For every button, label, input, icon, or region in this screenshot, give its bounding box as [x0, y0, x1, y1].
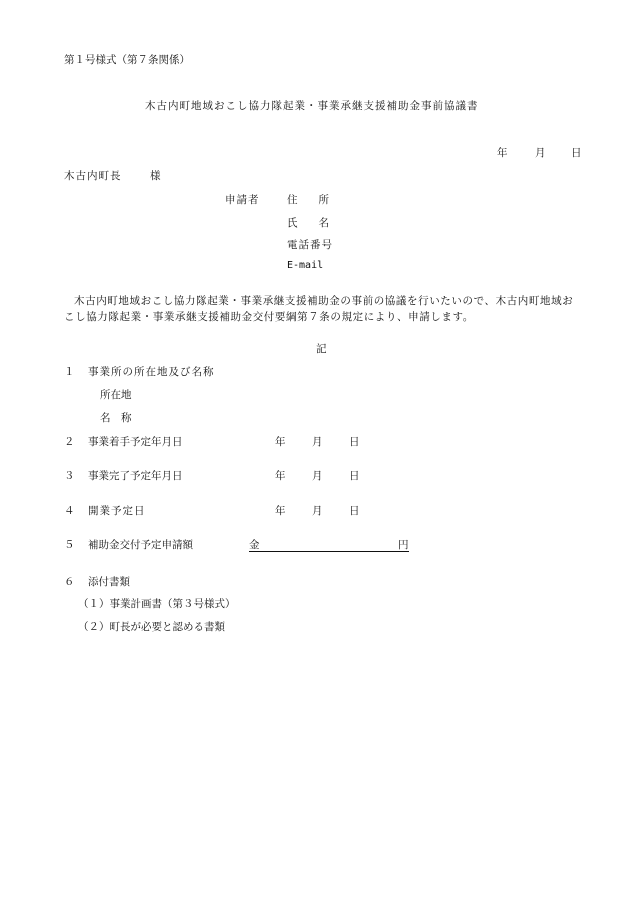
item-3-label: 事業完了予定年月日: [88, 470, 183, 482]
form-number: 第１号様式（第７条関係）: [64, 54, 190, 66]
addressee-name: 木古内町長: [64, 170, 122, 182]
item-2-number: ２: [64, 436, 75, 448]
item-6-sub-2: （２）町長が必要と認める書類: [78, 621, 225, 633]
item-4-number: ４: [64, 505, 75, 517]
date-day: 日: [571, 147, 582, 159]
item-6-label: 添付書類: [88, 576, 130, 588]
document-title: 木古内町地域おこし協力隊起業・事業承継支援補助金事前協議書: [145, 100, 479, 112]
item-2-year: 年: [275, 436, 286, 448]
addressee-honorific: 様: [150, 170, 161, 182]
body-paragraph: 木古内町地域おこし協力隊起業・事業承継支援補助金の事前の協議を行いたいので、木古内町地域おこし協力隊起業・事業承継支援補助金交付要綱第７条の規定により、申請します。: [64, 295, 574, 323]
item-1-label: 事業所の所在地及び名称: [88, 366, 215, 378]
applicant-address-label: 住 所: [287, 194, 329, 206]
amount-underline: [249, 536, 409, 552]
item-3-month: 月: [312, 470, 323, 482]
date-year: 年: [497, 147, 508, 159]
item-4-month: 月: [312, 505, 323, 517]
item-3-number: ３: [64, 470, 75, 482]
item-5-number: ５: [64, 539, 75, 551]
item-6-sub-1: （１）事業計画書（第３号様式）: [78, 598, 236, 610]
item-2-month: 月: [312, 436, 323, 448]
item-2-label: 事業着手予定年月日: [88, 436, 183, 448]
ki-heading: 記: [316, 343, 327, 355]
item-2-day: 日: [349, 436, 360, 448]
item-4-day: 日: [349, 505, 360, 517]
item-3-year: 年: [275, 470, 286, 482]
amount-suffix: 円: [398, 539, 409, 551]
item-5-label: 補助金交付予定申請額: [88, 539, 193, 551]
date-month: 月: [535, 147, 546, 159]
amount-prefix: 金: [249, 539, 260, 551]
item-6-number: ６: [64, 576, 75, 588]
applicant-email-label: E-mail: [287, 260, 324, 271]
applicant-phone-label: 電話番号: [287, 239, 333, 251]
item-1-location-label: 所在地: [100, 389, 132, 401]
applicant-name-label: 氏 名: [287, 217, 329, 229]
item-4-label: 開業予定日: [88, 505, 146, 517]
item-4-year: 年: [275, 505, 286, 517]
item-1-name-label: 名 称: [100, 412, 132, 424]
item-1-number: １: [64, 366, 75, 378]
applicant-label: 申請者: [225, 194, 260, 206]
item-3-day: 日: [349, 470, 360, 482]
